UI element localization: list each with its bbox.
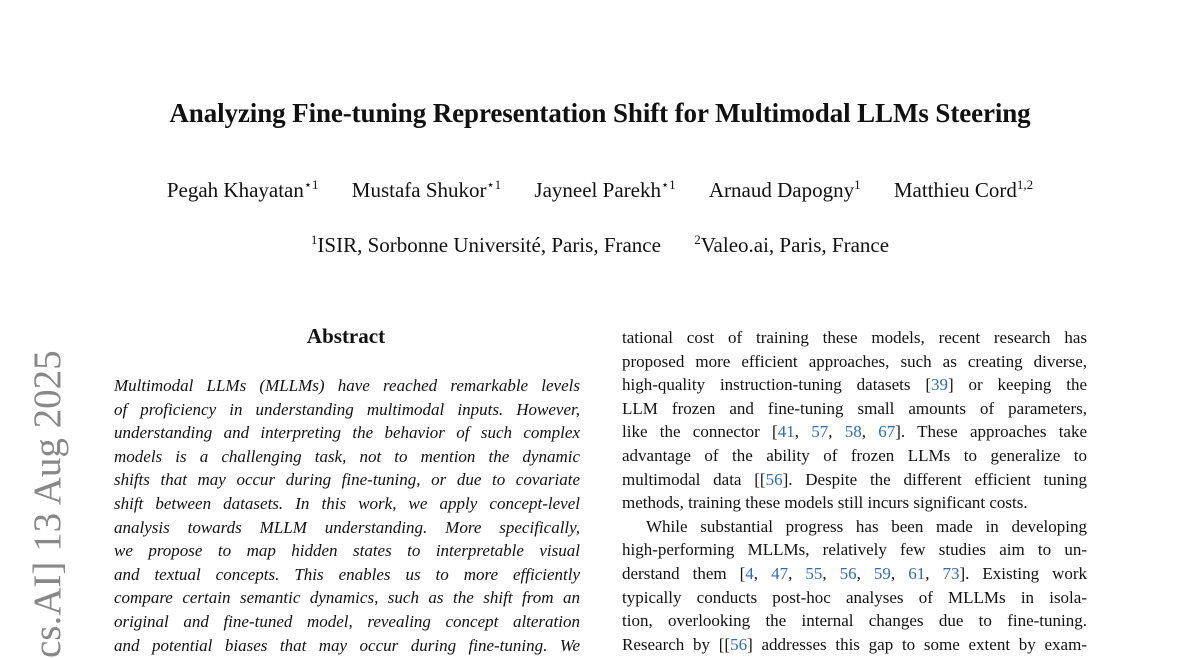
citation-link[interactable]: 67 — [878, 422, 896, 442]
arxiv-side-stamp: cs.AI] 13 Aug 2025 — [26, 350, 69, 658]
body-line: tion, overlooking the internal changes due to fine-tuning. — [622, 611, 1087, 631]
body-line: methods, training these models still incurs significant costs. — [622, 493, 1028, 513]
abstract-line: original and fine-tuned model, revealing concept alteration — [114, 611, 580, 631]
body-line: Research by [[56] addresses this gap to some extent by exam- — [622, 634, 1087, 654]
author: Mustafa Shukor$^{⋆1}$ — [351, 177, 502, 202]
body-line: advantage of the ability of frozen LLMs to generalize to — [622, 445, 1087, 465]
citation-link[interactable]: 73 — [942, 563, 960, 583]
author: Matthieu Cord$^{1,2}$ — [893, 177, 1034, 202]
paper-title: Analyzing Fine-tuning Representation Shift for Multimodal LLMs Steering — [169, 98, 1031, 128]
abstract-line: shift between datasets. In this work, we apply concept-level — [114, 493, 580, 513]
body-line: tational cost of training these models, recent research has — [622, 328, 1087, 347]
body-line: While substantial progress has been made in developing — [646, 516, 1087, 536]
abstract-heading: Abstract — [306, 324, 386, 348]
abstract-body — [114, 374, 580, 657]
citation-link[interactable]: 59 — [873, 563, 891, 583]
citation-link[interactable]: 61 — [908, 563, 926, 583]
abstract-line: we propose to map hidden states to interpretable visual — [114, 541, 580, 561]
abstract-line: analysis towards MLLM understanding. More specifically, — [114, 517, 580, 537]
citation-link[interactable]: 56 — [765, 469, 783, 489]
affiliation-list — [0, 233, 1200, 258]
affiliation: $^2$Valeo.ai, Paris, France — [694, 232, 890, 257]
citation-link[interactable]: 4 — [745, 563, 754, 583]
citation-link[interactable]: 41 — [777, 422, 795, 442]
affiliation: $^1$ISIR, Sorbonne Université, Paris, France — [310, 232, 661, 257]
citation-link[interactable]: 39 — [931, 375, 948, 395]
abstract-line: and potential biases that may occur during fine-tuning. We — [114, 635, 580, 655]
author: Pegah Khayatan$^{⋆1}$ — [166, 177, 319, 202]
author: Arnaud Dapogny$^1$ — [708, 177, 861, 202]
body-line: high-quality instruction-tuning datasets [39] or keeping the — [622, 375, 1087, 395]
abstract-line: of proficiency in understanding multimodal inputs. However, — [114, 399, 580, 419]
abstract-line: understanding and interpreting the behavior of such complex — [114, 423, 580, 443]
body-line: LLM frozen and fine-tuning small amounts of parameters, — [622, 398, 1087, 418]
body-line: high-performing MLLMs, relatively few studies aim to un- — [622, 540, 1087, 560]
citation-link[interactable]: 58 — [844, 422, 862, 442]
abstract-line: and textual concepts. This enables us to more efficiently — [114, 564, 580, 584]
body-line: derstand them [4, 47, 55, 56, 59, 61, 73]. Existing work — [622, 563, 1088, 583]
citation-link[interactable]: 56 — [839, 563, 857, 583]
citation-link[interactable]: 47 — [771, 563, 789, 583]
citation-link[interactable]: 57 — [811, 422, 829, 442]
body-line: like the connector [41, 57, 58, 67]. These approaches take — [622, 422, 1088, 442]
author: Jayneel Parekh$^{⋆1}$ — [534, 177, 676, 202]
citation-link[interactable]: 55 — [805, 563, 823, 583]
author-list — [0, 178, 1200, 203]
abstract-line: compare certain semantic dynamics, such as the shift from an — [114, 588, 580, 608]
abstract-line: models is a challenging task, not to mention the dynamic — [114, 446, 580, 466]
body-column-right — [622, 326, 1087, 656]
abstract-line: Multimodal LLMs (MLLMs) have reached remarkable levels — [114, 376, 580, 395]
body-line: typically conducts post-hoc analyses of MLLMs in isola- — [622, 587, 1087, 607]
body-line: multimodal data [[56]. Despite the different efficient tuning — [622, 469, 1087, 489]
abstract-line: shifts that may occur during fine-tuning, or due to covariate — [114, 470, 580, 490]
body-line: proposed more efficient approaches, such as creating diverse, — [622, 351, 1087, 371]
citation-link[interactable]: 56 — [730, 634, 748, 654]
